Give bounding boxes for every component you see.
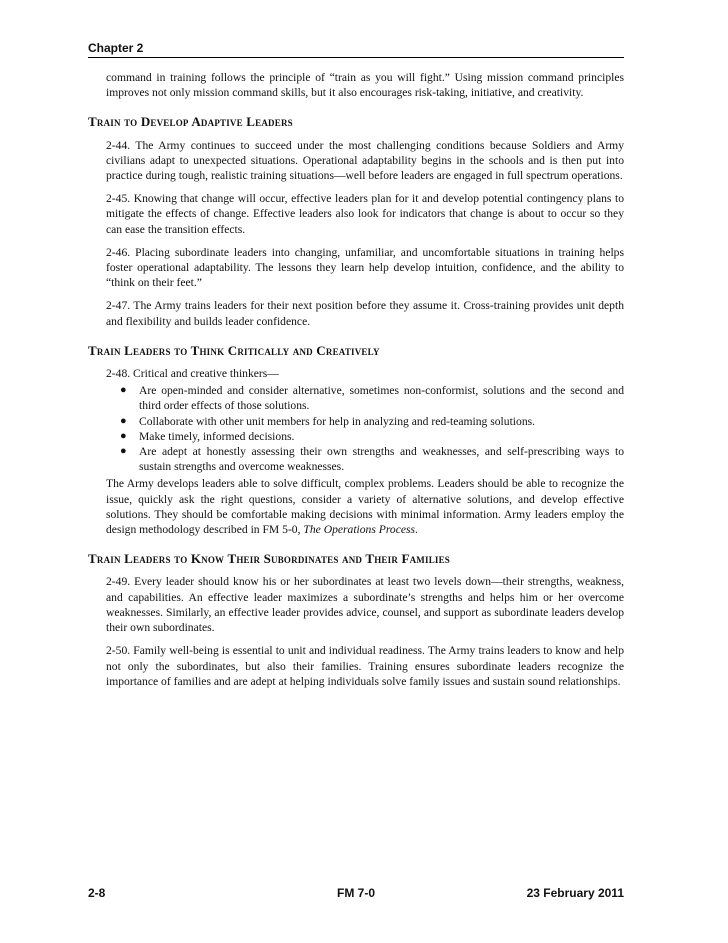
paragraph-2-47: 2-47. The Army trains leaders for their next position before they assume it. Cross-training provides unit depth and flexibility and builds leader confidence. (106, 299, 624, 328)
header-rule (88, 57, 624, 58)
paragraph-2-48: 2-48. Critical and creative thinkers— (106, 367, 279, 381)
thinker-traits-list (106, 383, 624, 474)
section-heading-subordinates: Train Leaders to Know Their Subordinates and Their Families (88, 551, 451, 567)
list-item: ● Are adept at honestly assessing their own strengths and weaknesses, and self-prescribing ways to sustain strengths and overcome weaknesses. (120, 445, 624, 474)
section-heading-adaptive: Train to Develop Adaptive Leaders (88, 114, 293, 130)
bullet-icon: ● (120, 384, 127, 397)
page-number: 2-8 (88, 886, 106, 900)
citation-title: The Operations Process (303, 523, 416, 537)
section-heading-critical: Train Leaders to Think Critically and Creatively (88, 342, 380, 358)
paragraph-2-44: 2-44. The Army continues to succeed under the most challenging conditions because Soldiers and Army civilians adapt to unexpected situations. Operational adaptability begins in the schools and is then put into practice during tough, realistic training situations—well before leaders are engaged in full spectrum operations. (106, 138, 624, 183)
paragraph-design-methodology: The Army develops leaders able to solve difficult, complex problems. Leaders should be able to recognize the issue, quickly ask the right questions, consider a variety of alternative solutions, and develop effective solutions. They should be comfortable making decisions with minimal information. Army leaders employ the design methodology described in FM 5-0, The Operations Process. (106, 477, 624, 537)
list-item: ● Collaborate with other unit members for help in analyzing and red-teaming solutions. (120, 414, 536, 428)
bullet-icon: ● (120, 445, 127, 458)
list-item: ● Are open-minded and consider alternative, sometimes non-conformist, solutions and the second and third order effects of those solutions. (120, 384, 624, 413)
list-item: ● Make timely, informed decisions. (120, 429, 295, 443)
publication-date: 23 February 2011 (526, 886, 624, 900)
page-body (88, 70, 624, 697)
paragraph-2-46: 2-46. Placing subordinate leaders into changing, unfamiliar, and uncomfortable situations in training helps foster operational adaptability. The lessons they learn help develop intuition, confidence, and the ability to “think on their feet.” (106, 245, 624, 290)
chapter-header: Chapter 2 (88, 41, 144, 55)
bullet-icon: ● (120, 429, 127, 442)
paragraph-2-45: 2-45. Knowing that change will occur, effective leaders plan for it and develop potential contingency plans to mitigate the effects of change. Effective leaders also look for indicators that change is about to occur so they can ease the transition effects. (106, 192, 624, 236)
intro-paragraph: command in training follows the principle of “train as you will fight.” Using mission command principles improves not only mission command skills, but it also encourages risk-taking, initiative, and creativity. (106, 71, 624, 100)
paragraph-2-50: 2-50. Family well-being is essential to unit and individual readiness. The Army trains leaders to know and help not only the subordinates, but also their families. Training ensures subordinate leaders recognize the importance of families and are adept at helping individuals solve family issues and sustain sound relationships. (106, 644, 624, 688)
bullet-icon: ● (120, 414, 127, 427)
paragraph-2-49: 2-49. Every leader should know his or her subordinates at least two levels down—their strengths, weakness, and capabilities. An effective leader maximizes a subordinate’s strengths and helps him or her overcome weaknesses. Similarly, an effective leader provides advice, counsel, and support as subordinate leaders develop their own subordinates. (106, 575, 624, 635)
document-id: FM 7-0 (336, 886, 375, 900)
